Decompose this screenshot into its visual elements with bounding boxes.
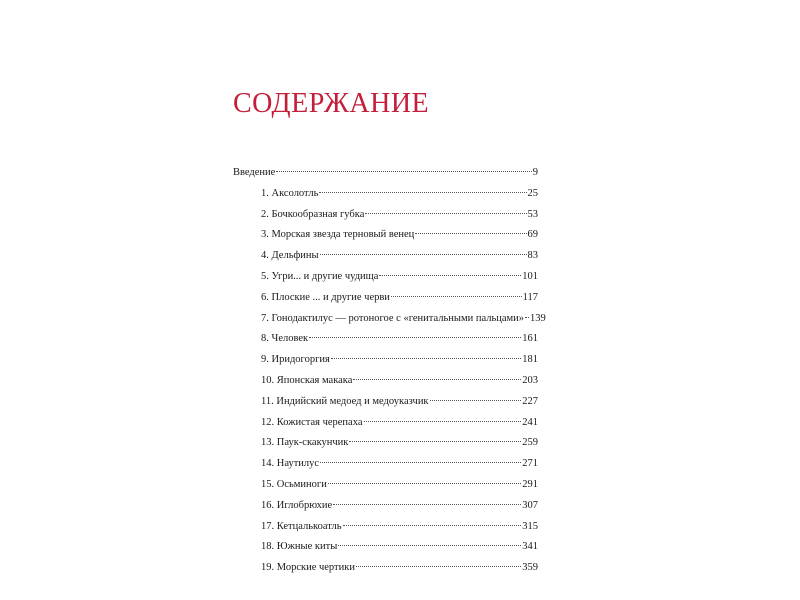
- toc-leader-dots: [415, 233, 526, 234]
- toc-leader-dots: [320, 462, 521, 463]
- toc-entry: [233, 267, 538, 288]
- toc-leader-dots: [328, 483, 521, 484]
- toc-leader-dots: [331, 358, 521, 359]
- toc-entry-page: 53: [527, 208, 538, 220]
- toc-entry-page: 9: [532, 167, 538, 178]
- toc-entry: [233, 558, 538, 579]
- toc-entry-page: 101: [522, 270, 538, 282]
- toc-entry-label: 18. Южные киты: [261, 541, 338, 553]
- toc-entry-label: 1. Аксолотль: [261, 187, 319, 199]
- toc-leader-dots: [430, 400, 522, 401]
- toc-entry: [233, 392, 538, 413]
- toc-entry-page: 315: [522, 520, 538, 532]
- toc-leader-dots: [391, 296, 522, 297]
- toc-entry: [233, 517, 538, 538]
- toc-entry: [233, 454, 538, 475]
- toc-entry-page: 291: [522, 478, 538, 490]
- toc-entry: [233, 309, 546, 330]
- toc-leader-dots: [343, 525, 522, 526]
- toc-entry: [233, 413, 538, 434]
- toc-entry-label: 10. Японская макака: [261, 374, 353, 386]
- toc-entry-page: 227: [522, 395, 538, 407]
- toc-leader-dots: [319, 192, 526, 193]
- toc-entry-label: 3. Морская звезда терновый венец: [261, 229, 415, 241]
- toc-entry-intro: [233, 163, 538, 184]
- toc-entry-label: 14. Наутилус: [261, 458, 320, 470]
- toc-entry-label: 5. Угри... и другие чудища: [261, 270, 379, 282]
- toc-entry-page: 25: [527, 187, 538, 199]
- toc-entry: [233, 475, 538, 496]
- toc-entry-page: 69: [527, 229, 538, 241]
- toc-leader-dots: [364, 421, 522, 422]
- toc-entry: [233, 184, 538, 205]
- toc-leader-dots: [320, 254, 527, 255]
- toc-entry-page: 241: [522, 416, 538, 428]
- toc-entry-label: 12. Кожистая черепаха: [261, 416, 363, 428]
- toc-entry: [233, 433, 538, 454]
- toc-leader-dots: [356, 566, 521, 567]
- toc-entry-page: 259: [522, 437, 538, 449]
- toc-entry-label: 2. Бочкообразная губка: [261, 208, 365, 220]
- toc-entry-label: 6. Плоские ... и другие черви: [261, 291, 390, 303]
- toc-entry-page: 341: [522, 541, 538, 553]
- toc-entry: [233, 225, 538, 246]
- toc-entry: [233, 205, 538, 226]
- toc-leader-dots: [365, 213, 526, 214]
- toc-entry-page: 271: [522, 458, 538, 470]
- toc-entry-label: 17. Кетцалькоатль: [261, 520, 342, 532]
- toc-entry: [233, 246, 538, 267]
- toc-entry-label: 9. Иридогоргия: [261, 354, 330, 366]
- toc-leader-dots: [338, 545, 521, 546]
- toc-leader-dots: [349, 441, 521, 442]
- toc-leader-dots: [333, 504, 521, 505]
- toc-entry-page: 161: [522, 333, 538, 345]
- toc-entry: [233, 537, 538, 558]
- toc-entry: [233, 350, 538, 371]
- toc-entry: [233, 496, 538, 517]
- toc-entry-page: 139: [530, 312, 546, 324]
- toc-entry-label: 8. Человек: [261, 333, 309, 345]
- toc-leader-dots: [353, 379, 521, 380]
- toc-entry: [233, 371, 538, 392]
- toc-entry-page: 83: [527, 250, 538, 262]
- toc-entry: [233, 288, 538, 309]
- toc-entry-page: 117: [522, 291, 538, 303]
- toc-entry-label: 11. Индийский медоед и медоуказчик: [261, 395, 429, 407]
- toc-entry-label: 16. Иглобрюхие: [261, 499, 333, 511]
- toc-entry-page: 307: [522, 499, 538, 511]
- toc-entry: [233, 329, 538, 350]
- toc-leader-dots: [309, 337, 521, 338]
- toc-entry-label: 19. Морские чертики: [261, 562, 355, 574]
- toc-entry-label: 4. Дельфины: [261, 250, 319, 262]
- toc-entry-label: 7. Гонодактилус — ротоногое с «генитальными пальцами»: [261, 312, 525, 324]
- toc-entry-label: 15. Осьминоги: [261, 478, 327, 490]
- page-title: СОДЕРЖАНИЕ: [233, 88, 430, 119]
- toc-entry-page: 203: [522, 374, 538, 386]
- toc-entry-label: 13. Паук-скакунчик: [261, 437, 349, 449]
- toc-leader-dots: [525, 317, 529, 318]
- toc-entry-page: 359: [522, 562, 538, 574]
- toc-leader-dots: [276, 171, 531, 172]
- toc-entry-page: 181: [522, 354, 538, 366]
- table-of-contents: [233, 163, 546, 579]
- toc-leader-dots: [379, 275, 521, 276]
- toc-entry-label: Введение: [233, 167, 276, 178]
